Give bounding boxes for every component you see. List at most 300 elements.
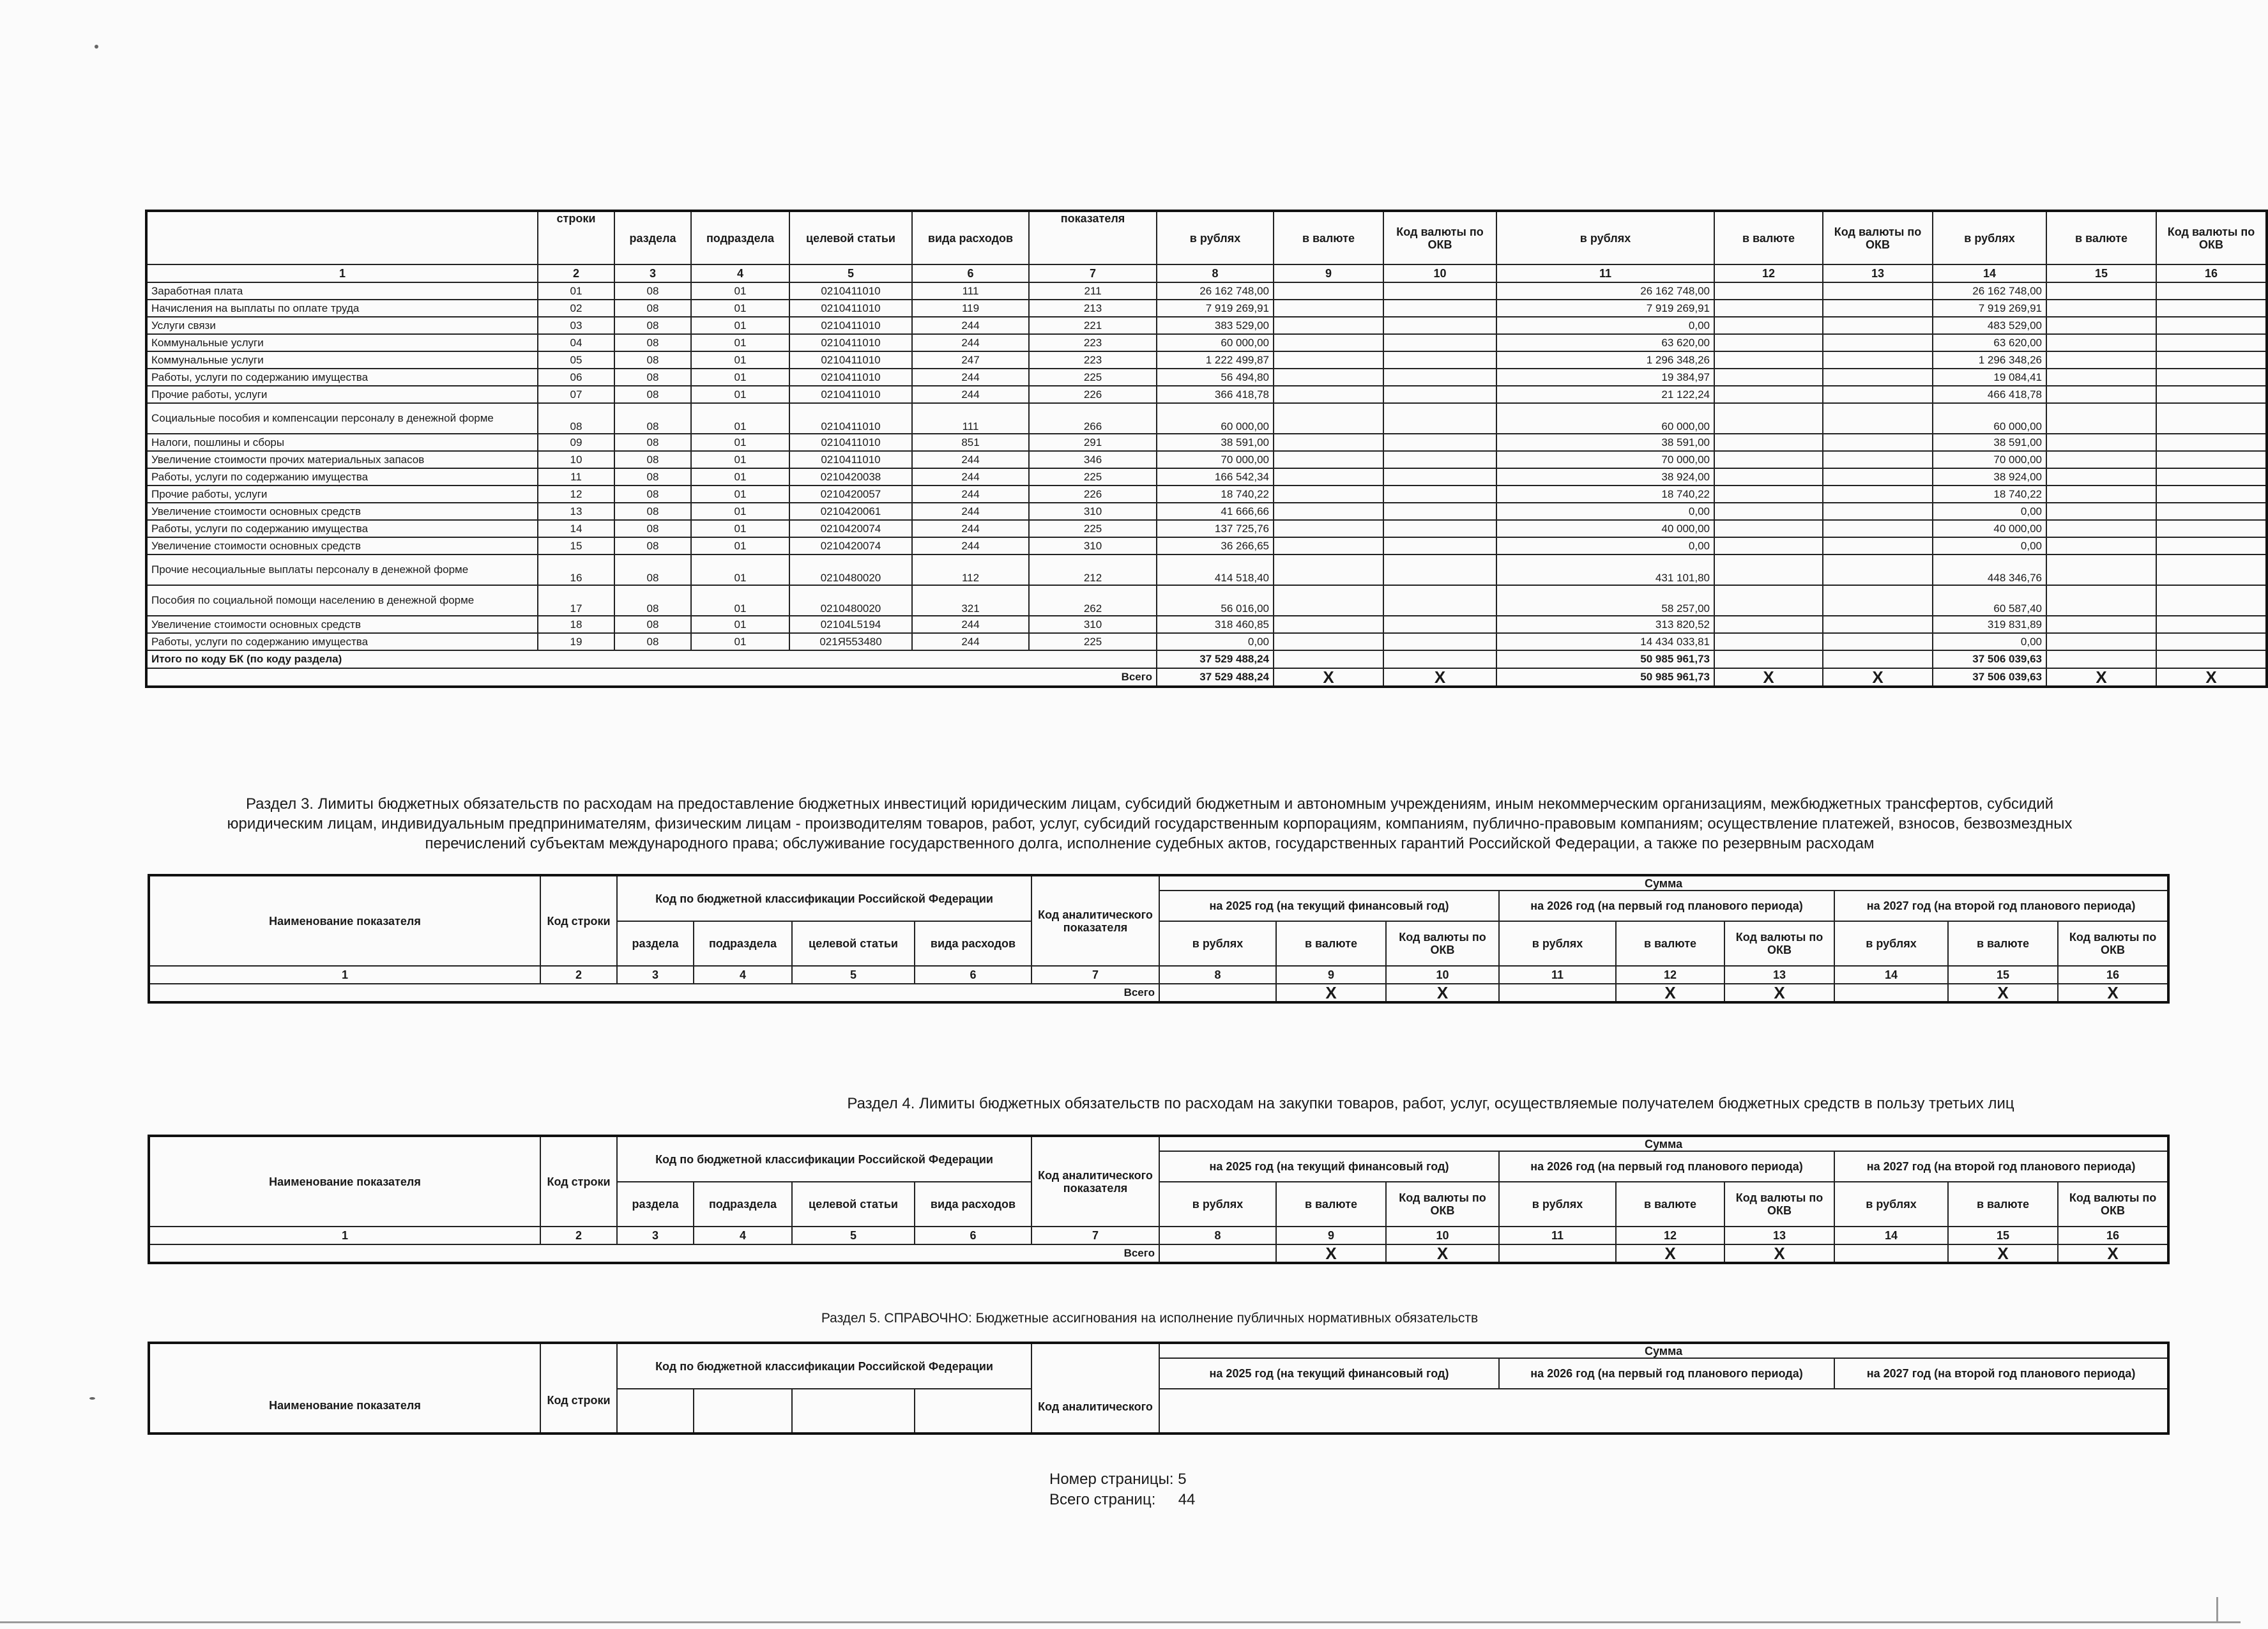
cell-code: 08 <box>538 403 614 434</box>
header-section: раздела <box>617 921 694 966</box>
section4-title-text: Раздел 4. Лимиты бюджетных обязательств по расходам на закупки товаров, работ, услуг, осуществляемые получателем бюджетных средств в пользу третьих лиц <box>847 1095 2014 1112</box>
table-row <box>146 403 2267 434</box>
col-number: 11 <box>1499 1227 1616 1244</box>
cell-analytic: 291 <box>1029 434 1157 451</box>
cell-cs: 0210411010 <box>789 434 912 451</box>
header-year-2027: на 2027 год (на второй год планового периода) <box>1834 1358 2168 1389</box>
cell-rub2026: 431 101,80 <box>1496 554 1714 585</box>
empty-cell <box>1714 434 1823 451</box>
empty-cell <box>1714 351 1823 369</box>
empty-cell <box>1274 317 1383 334</box>
empty-cell <box>2046 585 2156 616</box>
empty-cell <box>1383 616 1496 633</box>
cell-vr: 112 <box>912 554 1029 585</box>
empty-cell <box>1823 554 1933 585</box>
cell-podrazdel: 01 <box>691 317 789 334</box>
cell-code: 10 <box>538 451 614 468</box>
empty-cell <box>1714 300 1823 317</box>
section3-title-line1: Раздел 3. Лимиты бюджетных обязательств по расходам на предоставление бюджетных инвестиций юридическим лицам, субсидий бюджетным и автономным учреждениям, иным некоммерческим организациям, межбюджетных трансфертов, субсидий <box>245 795 2054 813</box>
empty-cell <box>1274 650 1383 668</box>
table-row <box>146 633 2267 650</box>
cell-rub2026: 0,00 <box>1496 317 1714 334</box>
cell-name: Налоги, пошлины и сборы <box>146 434 538 451</box>
empty-cell <box>1714 334 1823 351</box>
cell-vr: 247 <box>912 351 1029 369</box>
empty-cell <box>1274 434 1383 451</box>
empty-cell <box>1823 300 1933 317</box>
cell-rub2025: 414 518,40 <box>1157 554 1274 585</box>
cell-code: 12 <box>538 486 614 503</box>
empty-cell <box>1274 282 1383 300</box>
cell-code: 01 <box>538 282 614 300</box>
cell-razdel: 08 <box>614 351 691 369</box>
empty-cell <box>1823 386 1933 403</box>
empty-cell <box>1823 434 1933 451</box>
cell-rub2025: 318 460,85 <box>1157 616 1274 633</box>
header-section <box>617 1389 694 1434</box>
empty-cell <box>1383 537 1496 554</box>
x-mark: X <box>2058 1244 2168 1263</box>
col-number: 15 <box>1948 966 2058 984</box>
empty-cell <box>1823 369 1933 386</box>
cell-rub2025: 166 542,34 <box>1157 468 1274 486</box>
section3-title-line3: перечислений субъектам международного права; обслуживание государственного долга, исполнение судебных актов, государственных гарантий Российской Федерации, а также по резервным расходам <box>425 835 1875 852</box>
col-number: 6 <box>912 264 1029 282</box>
col-number: 15 <box>2046 264 2156 282</box>
cell-rub2025: 56 016,00 <box>1157 585 1274 616</box>
empty-cell <box>1823 282 1933 300</box>
scan-speck <box>95 45 98 49</box>
table-row <box>146 434 2267 451</box>
cell-name: Увеличение стоимости основных средств <box>146 537 538 554</box>
cell-podrazdel: 01 <box>691 633 789 650</box>
cell-razdel: 08 <box>614 403 691 434</box>
cell-cs: 0210411010 <box>789 300 912 317</box>
empty-cell <box>2156 451 2267 468</box>
empty-cell <box>2046 351 2156 369</box>
col-number: 12 <box>1714 264 1823 282</box>
cell-rub2026: 63 620,00 <box>1496 334 1714 351</box>
cell-vr: 244 <box>912 486 1029 503</box>
table-row <box>146 282 2267 300</box>
header-bk-group: Код по бюджетной классификации Российской Федерации <box>617 875 1031 921</box>
cell-podrazdel: 01 <box>691 486 789 503</box>
vsego-label: Всего <box>149 984 1159 1002</box>
header-bk-group: Код по бюджетной классификации Российской Федерации <box>617 1343 1031 1389</box>
empty-cell <box>2156 616 2267 633</box>
col-number: 13 <box>1823 264 1933 282</box>
cell-cs: 0210411010 <box>789 351 912 369</box>
cell-podrazdel: 01 <box>691 616 789 633</box>
header-section: раздела <box>617 1182 694 1227</box>
cell-cs: 0210420057 <box>789 486 912 503</box>
cell-podrazdel: 01 <box>691 282 789 300</box>
x-mark: X <box>1724 1244 1834 1263</box>
cell-analytic: 310 <box>1029 503 1157 520</box>
col-number: 13 <box>1724 966 1834 984</box>
empty-cell <box>2046 616 2156 633</box>
empty-cell <box>2156 282 2267 300</box>
col-number: 12 <box>1616 1227 1724 1244</box>
col-number: 9 <box>1274 264 1383 282</box>
cell-name: Работы, услуги по содержанию имущества <box>146 633 538 650</box>
header-currency-2027: в валюте <box>2046 211 2156 264</box>
vsego-2027: 37 506 039,63 <box>1933 668 2046 687</box>
empty-cell <box>1823 451 1933 468</box>
cell-cs: 0210480020 <box>789 554 912 585</box>
cell-razdel: 08 <box>614 554 691 585</box>
empty-cell <box>2156 403 2267 434</box>
cell-podrazdel: 01 <box>691 585 789 616</box>
cell-podrazdel: 01 <box>691 334 789 351</box>
header-year-2025: на 2025 год (на текущий финансовый год) <box>1159 891 1499 921</box>
empty-cell <box>1823 537 1933 554</box>
col-number: 4 <box>691 264 789 282</box>
header-okv-2026: Код валюты по ОКВ <box>1724 921 1834 966</box>
col-number: 3 <box>617 1227 694 1244</box>
cell-rub2025: 137 725,76 <box>1157 520 1274 537</box>
col-number: 8 <box>1157 264 1274 282</box>
table-row <box>146 334 2267 351</box>
empty-cell <box>1823 650 1933 668</box>
cell-podrazdel: 01 <box>691 369 789 386</box>
col-number: 7 <box>1029 264 1157 282</box>
cell-rub2026: 38 924,00 <box>1496 468 1714 486</box>
header-expense-type <box>915 1389 1031 1434</box>
cell-code: 09 <box>538 434 614 451</box>
col-number: 13 <box>1724 1227 1834 1244</box>
cell-podrazdel: 01 <box>691 386 789 403</box>
cell-cs: 0210420074 <box>789 520 912 537</box>
empty-cell <box>1383 300 1496 317</box>
header-currency-2026: в валюте <box>1616 921 1724 966</box>
x-mark: X <box>1724 984 1834 1002</box>
empty-cell <box>2156 300 2267 317</box>
col-number: 4 <box>694 1227 792 1244</box>
header-expense-type: вида расходов <box>912 211 1029 264</box>
table-row <box>146 554 2267 585</box>
table-row <box>146 451 2267 468</box>
empty-cell <box>1274 468 1383 486</box>
header-rub-2025: в рубляx <box>1159 921 1276 966</box>
cell-razdel: 08 <box>614 317 691 334</box>
cell-rub2026: 7 919 269,91 <box>1496 300 1714 317</box>
header-currency-2025: в валюте <box>1276 1182 1386 1227</box>
cell-rub2027: 63 620,00 <box>1933 334 2046 351</box>
header-sum: Сумма <box>1159 1136 2168 1151</box>
empty-cell <box>2156 369 2267 386</box>
header-year-2027: на 2027 год (на второй год планового периода) <box>1834 1151 2168 1182</box>
cell-razdel: 08 <box>614 282 691 300</box>
cell-code: 03 <box>538 317 614 334</box>
cell-vr: 111 <box>912 403 1029 434</box>
header-rub-2027: в рублях <box>1933 211 2046 264</box>
header-okv-2025: Код валюты по ОКВ <box>1383 211 1496 264</box>
cell-rub2026: 0,00 <box>1496 503 1714 520</box>
cell-cs: 0210420061 <box>789 503 912 520</box>
itogo-label: Итого по коду БК (по коду раздела) <box>146 650 1157 668</box>
col-number: 11 <box>1496 264 1714 282</box>
x-mark: X <box>1823 668 1933 687</box>
empty-cell <box>1823 334 1933 351</box>
header-expense-type: вида расходов <box>915 1182 1031 1227</box>
empty-cell <box>1274 386 1383 403</box>
col-number: 2 <box>540 966 617 984</box>
empty-cell <box>2156 554 2267 585</box>
empty-cell <box>1823 468 1933 486</box>
empty-cell <box>2046 300 2156 317</box>
cell-code: 14 <box>538 520 614 537</box>
table-row <box>146 616 2267 633</box>
header-name: Наименование показателя <box>149 1136 540 1227</box>
header-rub-2026: в рублях <box>1499 921 1616 966</box>
section3-title-line2: юридическим лицам, индивидуальным предпринимателям, физическим лицам - производителям товаров, работ, услуг, субсидий государственным корпорациям, компаниям, публично-правовым компаниям; осуществление платежей, взносов, безвозмездных <box>227 815 2073 832</box>
cell-rub2026: 40 000,00 <box>1496 520 1714 537</box>
header-rub-2027: в рублях <box>1834 1182 1948 1227</box>
cell-vr: 244 <box>912 616 1029 633</box>
x-mark: X <box>1386 984 1499 1002</box>
header-subsection <box>694 1389 792 1434</box>
cell-name: Заработная плата <box>146 282 538 300</box>
header-currency-2025: в валюте <box>1276 921 1386 966</box>
empty-cell <box>1383 434 1496 451</box>
cell-rub2025: 36 266,65 <box>1157 537 1274 554</box>
cell-rub2026: 21 122,24 <box>1496 386 1714 403</box>
column-numbers-row <box>149 1227 2168 1244</box>
x-mark: X <box>1714 668 1823 687</box>
header-rub-2026: в рублях <box>1499 1182 1616 1227</box>
cell-rub2027: 319 831,89 <box>1933 616 2046 633</box>
col-number: 5 <box>792 966 915 984</box>
col-number: 15 <box>1948 1227 2058 1244</box>
empty-cell <box>1383 554 1496 585</box>
empty-cell <box>1274 351 1383 369</box>
x-mark: X <box>1616 984 1724 1002</box>
empty-cell <box>1383 451 1496 468</box>
scan-bottom-edge <box>0 1621 2241 1623</box>
empty-cell <box>1383 585 1496 616</box>
cell-name: Прочие несоциальные выплаты персоналу в денежной форме <box>146 554 538 585</box>
cell-podrazdel: 01 <box>691 300 789 317</box>
cell-analytic: 262 <box>1029 585 1157 616</box>
empty-cell <box>1274 554 1383 585</box>
empty-cell <box>1274 369 1383 386</box>
cell-rub2027: 1 296 348,26 <box>1933 351 2046 369</box>
empty-cell <box>2046 503 2156 520</box>
cell-cs: 0210411010 <box>789 451 912 468</box>
x-mark: X <box>1276 984 1386 1002</box>
cell-cs: 0210411010 <box>789 282 912 300</box>
cell-podrazdel: 01 <box>691 520 789 537</box>
cell-rub2026: 38 591,00 <box>1496 434 1714 451</box>
cell-rub2026: 18 740,22 <box>1496 486 1714 503</box>
empty-cell <box>2156 317 2267 334</box>
empty-cell <box>1714 537 1823 554</box>
cell-rub2025: 70 000,00 <box>1157 451 1274 468</box>
cell-code: 18 <box>538 616 614 633</box>
empty-cell <box>1274 403 1383 434</box>
cell-code: 13 <box>538 503 614 520</box>
cell-vr: 244 <box>912 537 1029 554</box>
vsego-row <box>149 984 2168 1002</box>
cell-vr: 244 <box>912 317 1029 334</box>
x-mark: X <box>1276 1244 1386 1263</box>
empty-cell <box>1714 650 1823 668</box>
empty-cell <box>1823 486 1933 503</box>
col-number: 2 <box>538 264 614 282</box>
col-number: 7 <box>1031 966 1159 984</box>
empty-cell <box>1383 351 1496 369</box>
cell-code: 04 <box>538 334 614 351</box>
cell-razdel: 08 <box>614 537 691 554</box>
cell-razdel: 08 <box>614 451 691 468</box>
cell-rub2027: 7 919 269,91 <box>1933 300 2046 317</box>
empty-cell <box>2046 403 2156 434</box>
cell-analytic: 226 <box>1029 486 1157 503</box>
cell-rub2026: 70 000,00 <box>1496 451 1714 468</box>
empty-cell <box>2046 486 2156 503</box>
itogo-2027: 37 506 039,63 <box>1933 650 2046 668</box>
cell-code: 05 <box>538 351 614 369</box>
header-section: раздела <box>614 211 691 264</box>
empty-cell <box>1383 317 1496 334</box>
cell-rub2025: 38 591,00 <box>1157 434 1274 451</box>
vsego-label: Всего <box>149 1244 1159 1263</box>
cell-podrazdel: 01 <box>691 434 789 451</box>
empty-cell <box>1383 520 1496 537</box>
col-number: 14 <box>1834 1227 1948 1244</box>
empty-cell <box>1274 633 1383 650</box>
col-number: 10 <box>1383 264 1496 282</box>
cell-vr: 244 <box>912 369 1029 386</box>
cell-rub2026: 58 257,00 <box>1496 585 1714 616</box>
itogo-2025: 37 529 488,24 <box>1157 650 1274 668</box>
table-row <box>146 468 2267 486</box>
empty-cell <box>2046 369 2156 386</box>
cell-vr: 111 <box>912 282 1029 300</box>
vsego-row <box>146 668 2267 687</box>
header-okv-2026: Код валюты по ОКВ <box>1823 211 1933 264</box>
cell-name: Начисления на выплаты по оплате труда <box>146 300 538 317</box>
cell-code: 17 <box>538 585 614 616</box>
empty-cell <box>1823 403 1933 434</box>
cell-rub2026: 313 820,52 <box>1496 616 1714 633</box>
column-numbers-row <box>146 264 2267 282</box>
empty-cell <box>1714 317 1823 334</box>
itogo-2026: 50 985 961,73 <box>1496 650 1714 668</box>
cell-podrazdel: 01 <box>691 403 789 434</box>
cell-cs: 0210420074 <box>789 537 912 554</box>
cell-vr: 244 <box>912 451 1029 468</box>
cell-analytic: 223 <box>1029 334 1157 351</box>
cell-analytic: 346 <box>1029 451 1157 468</box>
cell-rub2025: 18 740,22 <box>1157 486 1274 503</box>
cell-rub2027: 448 346,76 <box>1933 554 2046 585</box>
empty-cell <box>2156 434 2267 451</box>
empty-cell <box>1159 1244 1276 1263</box>
empty-cell <box>2156 468 2267 486</box>
header-subsection: подраздела <box>691 211 789 264</box>
empty-cell <box>1274 616 1383 633</box>
empty-cell <box>2156 585 2267 616</box>
cell-razdel: 08 <box>614 386 691 403</box>
cell-rub2025: 1 222 499,87 <box>1157 351 1274 369</box>
vsego-2026: 50 985 961,73 <box>1496 668 1714 687</box>
header-okv-2026: Код валюты по ОКВ <box>1724 1182 1834 1227</box>
cell-rub2027: 60 587,40 <box>1933 585 2046 616</box>
cell-razdel: 08 <box>614 434 691 451</box>
empty-cell <box>1714 386 1823 403</box>
cell-rub2027: 0,00 <box>1933 503 2046 520</box>
cell-rub2027: 466 418,78 <box>1933 386 2046 403</box>
section5-title <box>703 1308 1597 1328</box>
cell-analytic: 225 <box>1029 520 1157 537</box>
table-row <box>146 520 2267 537</box>
cell-vr: 851 <box>912 434 1029 451</box>
cell-analytic: 211 <box>1029 282 1157 300</box>
header-target-item: целевой статьи <box>789 211 912 264</box>
col-number: 5 <box>792 1227 915 1244</box>
empty-cell <box>1274 486 1383 503</box>
cell-cs: 0210411010 <box>789 334 912 351</box>
table-row <box>146 486 2267 503</box>
table-row <box>146 585 2267 616</box>
cell-rub2027: 38 591,00 <box>1933 434 2046 451</box>
empty-cell <box>2046 520 2156 537</box>
empty-cell <box>2156 537 2267 554</box>
section5-table <box>148 1342 2170 1435</box>
section3-title <box>128 794 2172 853</box>
cell-name: Услуги связи <box>146 317 538 334</box>
cell-name: Работы, услуги по содержанию имущества <box>146 468 538 486</box>
cell-name: Работы, услуги по содержанию имущества <box>146 369 538 386</box>
cell-rub2027: 19 084,41 <box>1933 369 2046 386</box>
col-number: 10 <box>1386 966 1499 984</box>
cell-rub2026: 1 296 348,26 <box>1496 351 1714 369</box>
cell-podrazdel: 01 <box>691 537 789 554</box>
cell-cs: 0210411010 <box>789 317 912 334</box>
cell-cs: 02104L5194 <box>789 616 912 633</box>
empty-cell <box>1714 486 1823 503</box>
x-mark: X <box>1948 984 2058 1002</box>
header-okv-2027: Код валюты по ОКВ <box>2058 921 2168 966</box>
cell-razdel: 08 <box>614 486 691 503</box>
empty-cell <box>2046 334 2156 351</box>
header-currency-2027: в валюте <box>1948 1182 2058 1227</box>
header-year-2026: на 2026 год (на первый год планового периода) <box>1499 1151 1834 1182</box>
cell-code: 07 <box>538 386 614 403</box>
cell-code: 11 <box>538 468 614 486</box>
header-expense-type: вида расходов <box>915 921 1031 966</box>
cell-code: 15 <box>538 537 614 554</box>
empty-cell <box>2046 537 2156 554</box>
col-number: 1 <box>149 1227 540 1244</box>
col-number: 5 <box>789 264 912 282</box>
header-year-2026: на 2026 год (на первый год планового периода) <box>1499 891 1834 921</box>
table-row <box>146 386 2267 403</box>
empty-cell <box>2046 633 2156 650</box>
col-number: 10 <box>1386 1227 1499 1244</box>
header-row-code: Код строки <box>540 875 617 966</box>
empty-cell <box>1383 650 1496 668</box>
page-number-label: Номер страницы: <box>1049 1471 1174 1488</box>
x-mark: X <box>1383 668 1496 687</box>
empty-cell <box>2156 386 2267 403</box>
cell-analytic: 226 <box>1029 386 1157 403</box>
header-year-2026: на 2026 год (на первый год планового периода) <box>1499 1358 1834 1389</box>
empty-cell <box>1274 585 1383 616</box>
cell-razdel: 08 <box>614 520 691 537</box>
